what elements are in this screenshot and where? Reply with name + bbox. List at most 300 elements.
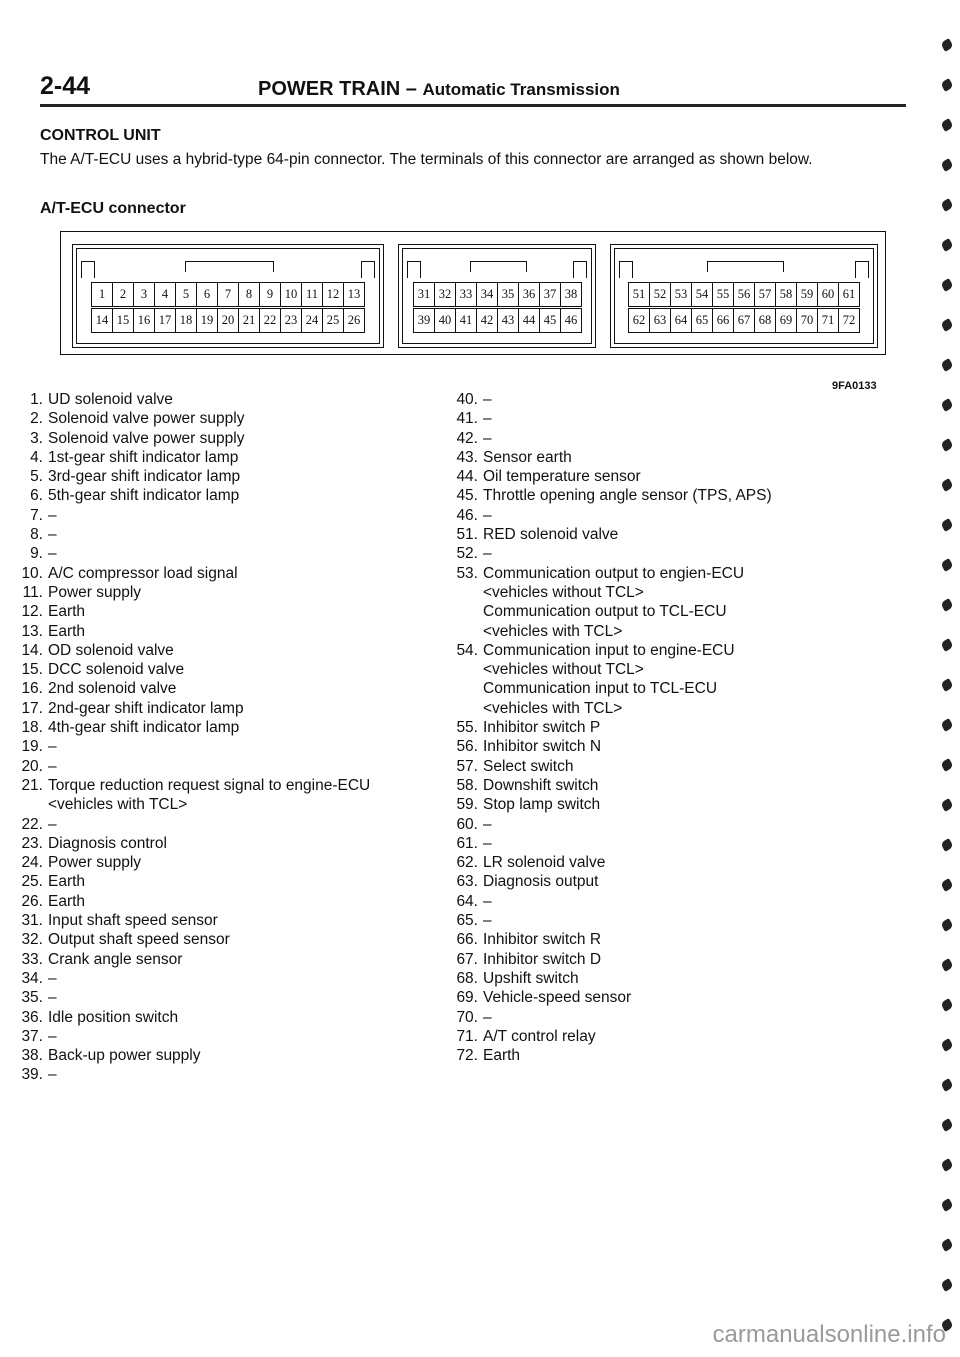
page-number: 2-44 <box>40 72 91 100</box>
terminal-description: 1st-gear shift indicator lamp <box>48 448 239 466</box>
terminal-number: 64. <box>456 892 478 910</box>
pin-43: 43 <box>497 308 519 333</box>
terminal-number: 55. <box>456 719 478 737</box>
binding-hole-mark <box>940 1038 954 1052</box>
binding-hole-mark <box>940 998 954 1012</box>
lock-tab <box>619 261 633 278</box>
terminal-item <box>5 602 465 621</box>
terminal-item <box>5 815 465 834</box>
terminal-number: 42. <box>456 429 478 447</box>
binding-hole-mark <box>940 558 954 572</box>
binding-hole-mark <box>940 1198 954 1212</box>
binding-hole-mark <box>940 1118 954 1132</box>
terminal-item <box>440 448 900 467</box>
binding-hole-mark <box>940 78 954 92</box>
terminal-item <box>5 409 465 428</box>
pin-35: 35 <box>497 282 519 307</box>
terminal-description: Solenoid valve power supply <box>48 429 245 447</box>
terminal-number: 19. <box>21 738 43 756</box>
terminal-item <box>5 1046 465 1065</box>
terminal-item <box>440 815 900 834</box>
binding-hole-mark <box>940 518 954 532</box>
terminal-number: 33. <box>21 950 43 968</box>
pin-row-bottom <box>628 308 860 333</box>
pin-37: 37 <box>539 282 561 307</box>
terminal-item <box>5 622 465 641</box>
watermark: carmanualsonline.info <box>712 1321 946 1348</box>
connector-block-1 <box>72 244 384 348</box>
terminal-number: 6. <box>30 487 43 505</box>
terminal-item <box>5 1008 465 1027</box>
pin-5: 5 <box>175 282 197 307</box>
lock-tab <box>407 261 421 278</box>
terminal-description: Oil temperature sensor <box>483 468 641 486</box>
terminal-number: 57. <box>456 757 478 775</box>
terminal-item <box>5 911 465 930</box>
terminal-item <box>440 525 900 544</box>
terminal-description: – <box>483 429 492 447</box>
pin-57: 57 <box>754 282 776 307</box>
terminal-number: 3. <box>30 429 43 447</box>
binding-hole-mark <box>940 1158 954 1172</box>
pin-33: 33 <box>455 282 477 307</box>
terminal-item <box>5 679 465 698</box>
pin-9: 9 <box>259 282 281 307</box>
terminal-item <box>440 911 900 930</box>
pin-60: 60 <box>817 282 839 307</box>
lock-tab <box>81 261 95 278</box>
terminal-description: – <box>483 1008 492 1026</box>
terminal-number: 31. <box>21 912 43 930</box>
terminal-description: A/T control relay <box>483 1027 596 1045</box>
terminal-item <box>440 390 900 409</box>
terminal-description: Power supply <box>48 854 142 872</box>
terminal-description: Inhibitor switch P <box>483 719 601 737</box>
pin-12: 12 <box>322 282 344 307</box>
terminal-number: 67. <box>456 950 478 968</box>
terminal-item <box>440 1046 900 1065</box>
terminal-description: Inhibitor switch N <box>483 738 602 756</box>
terminal-number: 38. <box>21 1047 43 1065</box>
pin-66: 66 <box>712 308 734 333</box>
terminal-description: Upshift switch <box>483 969 579 987</box>
terminal-item <box>440 467 900 486</box>
pin-6: 6 <box>196 282 218 307</box>
binding-hole-mark <box>940 958 954 972</box>
terminal-description: Communication input to TCL-ECU <box>483 680 718 698</box>
terminal-item <box>440 1008 900 1027</box>
terminal-description: Earth <box>48 873 86 891</box>
binding-hole-mark <box>940 398 954 412</box>
pin-24: 24 <box>301 308 323 333</box>
connector-key <box>470 261 527 272</box>
terminal-description: Communication input to engine-ECU <box>483 641 735 659</box>
terminal-number: 62. <box>456 854 478 872</box>
terminal-number: 7. <box>30 506 43 524</box>
terminal-number: 5. <box>30 468 43 486</box>
pin-45: 45 <box>539 308 561 333</box>
terminal-number: 20. <box>21 757 43 775</box>
pin-46: 46 <box>560 308 582 333</box>
binding-hole-mark <box>940 1278 954 1292</box>
page-title <box>258 78 620 101</box>
terminal-description: – <box>48 989 57 1007</box>
terminal-description: – <box>483 391 492 408</box>
terminal-item <box>440 776 900 795</box>
terminal-number: 15. <box>21 661 43 679</box>
pin-22: 22 <box>259 308 281 333</box>
terminal-number: 39. <box>21 1066 43 1084</box>
terminal-item <box>440 506 900 525</box>
terminal-item <box>440 988 900 1007</box>
terminal-description: <vehicles with TCL> <box>48 796 188 814</box>
terminal-item <box>440 795 900 814</box>
terminal-item <box>5 1065 465 1084</box>
binding-hole-mark <box>940 118 954 132</box>
binding-hole-mark <box>940 758 954 772</box>
terminal-item <box>440 872 900 891</box>
binding-hole-mark <box>940 278 954 292</box>
terminal-item <box>5 776 465 795</box>
pin-17: 17 <box>154 308 176 333</box>
terminal-description: – <box>48 757 57 775</box>
title-main: POWER TRAIN <box>258 78 401 100</box>
terminal-description: – <box>48 815 57 833</box>
pin-63: 63 <box>649 308 671 333</box>
terminal-item <box>440 1027 900 1046</box>
terminal-number: 66. <box>456 931 478 949</box>
terminal-number: 58. <box>456 776 478 794</box>
pin-15: 15 <box>112 308 134 333</box>
pin-14: 14 <box>91 308 113 333</box>
terminal-number: 72. <box>456 1047 478 1065</box>
pin-41: 41 <box>455 308 477 333</box>
connector-heading: A/T-ECU connector <box>40 200 186 217</box>
pin-65: 65 <box>691 308 713 333</box>
terminal-description: Earth <box>48 603 86 621</box>
pin-3: 3 <box>133 282 155 307</box>
terminal-number: 23. <box>21 834 43 852</box>
pin-36: 36 <box>518 282 540 307</box>
pin-55: 55 <box>712 282 734 307</box>
terminal-description: – <box>483 892 492 910</box>
terminal-item <box>5 872 465 891</box>
binding-hole-mark <box>940 158 954 172</box>
terminal-description: Back-up power supply <box>48 1047 201 1065</box>
pin-26: 26 <box>343 308 365 333</box>
figure-code: 9FA0133 <box>832 380 877 392</box>
terminal-number: 59. <box>456 796 478 814</box>
terminal-item <box>440 699 900 718</box>
lock-tab <box>573 261 587 278</box>
terminal-item <box>440 834 900 853</box>
pin-18: 18 <box>175 308 197 333</box>
terminal-item <box>5 390 465 409</box>
terminal-description: 2nd solenoid valve <box>48 680 177 698</box>
terminal-description: Earth <box>48 622 86 640</box>
terminal-description: OD solenoid valve <box>48 641 174 659</box>
pin-1: 1 <box>91 282 113 307</box>
terminal-description: Inhibitor switch R <box>483 931 602 949</box>
terminal-item <box>440 429 900 448</box>
terminal-description: <vehicles with TCL> <box>483 699 623 717</box>
pin-56: 56 <box>733 282 755 307</box>
pin-row-top <box>91 282 365 307</box>
terminal-number: 25. <box>21 873 43 891</box>
binding-hole-mark <box>940 478 954 492</box>
terminal-number: 8. <box>30 526 43 544</box>
pin-72: 72 <box>838 308 860 333</box>
terminal-item <box>5 429 465 448</box>
pin-39: 39 <box>413 308 435 333</box>
terminal-description: – <box>483 506 492 524</box>
pin-62: 62 <box>628 308 650 333</box>
pin-10: 10 <box>280 282 302 307</box>
terminal-number: 32. <box>21 931 43 949</box>
terminal-description: RED solenoid valve <box>483 526 619 544</box>
terminal-item <box>5 950 465 969</box>
terminal-description: UD solenoid valve <box>48 391 173 408</box>
pin-58: 58 <box>775 282 797 307</box>
terminal-number: 46. <box>456 506 478 524</box>
pin-53: 53 <box>670 282 692 307</box>
terminal-item <box>5 699 465 718</box>
terminal-description: 2nd-gear shift indicator lamp <box>48 699 244 717</box>
terminal-description: Sensor earth <box>483 448 572 466</box>
terminal-description: – <box>483 410 492 428</box>
terminal-number: 24. <box>21 854 43 872</box>
terminal-number: 13. <box>21 622 43 640</box>
binding-hole-mark <box>940 238 954 252</box>
terminal-item <box>5 525 465 544</box>
terminal-number: 16. <box>21 680 43 698</box>
terminal-item <box>5 583 465 602</box>
pin-42: 42 <box>476 308 498 333</box>
terminal-number: 37. <box>21 1027 43 1045</box>
terminal-number: 69. <box>456 989 478 1007</box>
pin-64: 64 <box>670 308 692 333</box>
terminal-description: <vehicles without TCL> <box>483 661 644 679</box>
terminal-item <box>5 718 465 737</box>
binding-hole-mark <box>940 598 954 612</box>
terminal-number: 36. <box>21 1008 43 1026</box>
terminal-item <box>5 641 465 660</box>
pin-61: 61 <box>838 282 860 307</box>
terminal-item <box>440 660 900 679</box>
connector-block-3 <box>610 244 878 348</box>
pin-68: 68 <box>754 308 776 333</box>
pin-52: 52 <box>649 282 671 307</box>
terminal-item <box>440 892 900 911</box>
terminal-description: Select switch <box>483 757 574 775</box>
terminal-description: Stop lamp switch <box>483 796 601 814</box>
binding-hole-mark <box>940 638 954 652</box>
terminal-number: 52. <box>456 545 478 563</box>
terminal-description: <vehicles without TCL> <box>483 583 644 601</box>
pin-38: 38 <box>560 282 582 307</box>
intro-paragraph: The A/T-ECU uses a hybrid-type 64-pin connector. The terminals of this connector are arranged as shown below. <box>40 151 813 168</box>
terminal-description: Throttle opening angle sensor (TPS, APS) <box>483 487 772 505</box>
terminal-description: – <box>48 1066 57 1084</box>
terminal-description: 5th-gear shift indicator lamp <box>48 487 240 505</box>
terminal-number: 14. <box>21 641 43 659</box>
terminal-description: LR solenoid valve <box>483 854 606 872</box>
terminal-item <box>440 950 900 969</box>
binding-hole-mark <box>940 678 954 692</box>
terminal-description: Inhibitor switch D <box>483 950 602 968</box>
terminal-item <box>440 544 900 563</box>
terminal-description: – <box>483 545 492 563</box>
terminal-description: – <box>483 815 492 833</box>
terminal-item <box>5 660 465 679</box>
terminal-item <box>5 757 465 776</box>
terminal-number: 41. <box>456 410 478 428</box>
terminal-description: Vehicle-speed sensor <box>483 989 632 1007</box>
terminal-number: 56. <box>456 738 478 756</box>
terminal-number: 63. <box>456 873 478 891</box>
pin-44: 44 <box>518 308 540 333</box>
terminal-description: A/C compressor load signal <box>48 564 238 582</box>
terminal-description: – <box>48 738 57 756</box>
terminal-number: 53. <box>456 564 478 582</box>
terminal-number: 35. <box>21 989 43 1007</box>
binding-hole-mark <box>940 38 954 52</box>
section-title: CONTROL UNIT <box>40 127 161 144</box>
terminal-description: Earth <box>48 892 86 910</box>
title-dash: – <box>405 78 417 100</box>
binding-hole-mark <box>940 198 954 212</box>
terminal-description: – <box>483 912 492 930</box>
terminal-item <box>5 737 465 756</box>
binding-hole-mark <box>940 838 954 852</box>
pin-21: 21 <box>238 308 260 333</box>
pin-70: 70 <box>796 308 818 333</box>
terminal-description: Torque reduction request signal to engine-ECU <box>48 776 371 794</box>
terminal-number: 65. <box>456 912 478 930</box>
title-subtitle: Automatic Transmission <box>422 80 620 99</box>
pin-25: 25 <box>322 308 344 333</box>
terminal-description: Communication output to engien-ECU <box>483 564 745 582</box>
connector-key <box>707 261 784 272</box>
binding-hole-mark <box>940 358 954 372</box>
terminal-item <box>5 969 465 988</box>
pin-40: 40 <box>434 308 456 333</box>
terminal-item <box>440 969 900 988</box>
binding-hole-mark <box>940 1238 954 1252</box>
binding-margin-marks <box>938 0 956 1357</box>
pin-row-top <box>628 282 860 307</box>
page-header <box>40 72 620 101</box>
pin-31: 31 <box>413 282 435 307</box>
terminal-item <box>5 564 465 583</box>
terminal-description: Input shaft speed sensor <box>48 912 218 930</box>
pin-34: 34 <box>476 282 498 307</box>
terminal-number: 51. <box>456 526 478 544</box>
terminal-item <box>5 448 465 467</box>
terminal-item <box>440 622 900 641</box>
terminal-description: Crank angle sensor <box>48 950 183 968</box>
terminal-item <box>440 853 900 872</box>
terminal-number: 2. <box>30 410 43 428</box>
binding-hole-mark <box>940 318 954 332</box>
terminal-item <box>5 1027 465 1046</box>
terminal-number: 43. <box>456 448 478 466</box>
terminal-number: 61. <box>456 834 478 852</box>
terminal-item <box>5 988 465 1007</box>
pin-59: 59 <box>796 282 818 307</box>
binding-hole-mark <box>940 438 954 452</box>
terminal-item <box>440 718 900 737</box>
terminal-number: 45. <box>456 487 478 505</box>
terminal-number: 21. <box>21 776 43 794</box>
pin-20: 20 <box>217 308 239 333</box>
lock-tab <box>855 261 869 278</box>
terminal-item <box>5 544 465 563</box>
terminal-description: Downshift switch <box>483 776 599 794</box>
binding-hole-mark <box>940 1078 954 1092</box>
terminal-item <box>440 564 900 583</box>
terminal-description: <vehicles with TCL> <box>483 622 623 640</box>
terminal-number: 22. <box>21 815 43 833</box>
pin-69: 69 <box>775 308 797 333</box>
terminal-item <box>5 853 465 872</box>
terminal-item <box>440 486 900 505</box>
terminal-item <box>5 506 465 525</box>
terminal-item <box>440 583 900 602</box>
terminal-item <box>440 602 900 621</box>
terminal-description: 4th-gear shift indicator lamp <box>48 719 240 737</box>
terminal-number: 34. <box>21 969 43 987</box>
pin-67: 67 <box>733 308 755 333</box>
terminal-item <box>5 834 465 853</box>
terminal-number: 9. <box>30 545 43 563</box>
terminal-number: 54. <box>456 641 478 659</box>
pin-4: 4 <box>154 282 176 307</box>
terminal-description: Diagnosis control <box>48 834 167 852</box>
terminal-number: 18. <box>21 719 43 737</box>
pin-23: 23 <box>280 308 302 333</box>
binding-hole-mark <box>940 798 954 812</box>
terminal-item <box>440 409 900 428</box>
terminal-item <box>440 679 900 698</box>
terminal-item <box>5 892 465 911</box>
terminal-description: – <box>48 526 57 544</box>
terminal-description: 3rd-gear shift indicator lamp <box>48 468 241 486</box>
terminal-description: Power supply <box>48 583 142 601</box>
pin-13: 13 <box>343 282 365 307</box>
terminal-list-right <box>440 390 900 1065</box>
binding-hole-mark <box>940 918 954 932</box>
terminal-description: Idle position switch <box>48 1008 179 1026</box>
terminal-number: 60. <box>456 815 478 833</box>
lock-tab <box>361 261 375 278</box>
connector-block-2 <box>398 244 596 348</box>
pin-11: 11 <box>301 282 323 307</box>
terminal-number: 17. <box>21 699 43 717</box>
terminal-number: 1. <box>30 391 43 408</box>
header-rule <box>40 104 906 107</box>
pin-19: 19 <box>196 308 218 333</box>
terminal-list-left <box>5 390 465 1085</box>
terminal-description: Output shaft speed sensor <box>48 931 230 949</box>
pin-32: 32 <box>434 282 456 307</box>
terminal-description: – <box>48 1027 57 1045</box>
pin-16: 16 <box>133 308 155 333</box>
terminal-number: 40. <box>456 391 478 408</box>
terminal-item <box>440 930 900 949</box>
terminal-number: 4. <box>30 448 43 466</box>
pin-2: 2 <box>112 282 134 307</box>
